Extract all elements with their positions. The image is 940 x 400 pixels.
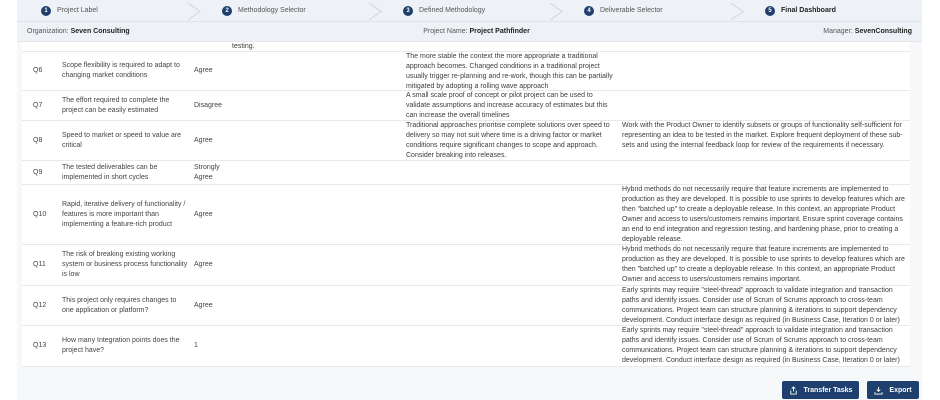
cell-traditional (406, 286, 618, 325)
step-label: Final Dashboard (781, 7, 836, 14)
cell-q: Q8 (33, 136, 43, 144)
step-number: 4 (584, 6, 594, 16)
cell-traditional: The more stable the context the more appropriate a traditional approach becomes. Changed conditions in a traditional project usually trigger re-planning and re-work, though this can be partially mitigated by adopting a rolling wave approach (406, 53, 613, 90)
table-row (22, 326, 910, 367)
cell-answer: Agree (194, 210, 213, 218)
table-row (22, 52, 910, 91)
table-row (22, 121, 910, 161)
cell-answer: Strongly Agree (194, 163, 220, 181)
partial-text: testing. (232, 43, 255, 50)
step-label: Deliverable Selector (600, 7, 663, 14)
cell-traditional (406, 185, 618, 244)
assessment-table[interactable] (22, 42, 910, 367)
cell-hybrid (622, 52, 910, 90)
step-label: Project Label (57, 7, 98, 14)
cell-q: Q9 (33, 168, 43, 176)
transfer-tasks-button[interactable]: Transfer Tasks (782, 381, 859, 399)
step-3[interactable] (379, 0, 560, 21)
table-row (22, 161, 910, 185)
cell-answer: Disagree (194, 101, 223, 109)
table-row (22, 91, 910, 121)
cell-q: Q13 (33, 342, 47, 349)
cell-traditional (406, 245, 618, 285)
cell-traditional: Traditional approaches prioritise complete solutions over speed to delivery so may not suit where time is a driving factor or market conditions require significant changes to scope and approach. Consider breaking into releases. (406, 122, 610, 159)
cell-answer: 1 (194, 342, 198, 349)
cell-traditional (406, 326, 618, 366)
cell-answer: Agree (194, 136, 213, 144)
cell-hybrid: Hybrid methods do not necessarily require that feature increments are implemented to production as they are developed. It is possible to use sprints to develop features which are then "batched up" to create a deployable release. In this context, an appropriate Product Owner and access to users/customers remains important. Ensure sprint coverage contains an end to end integration and regression testing, and hardening phase, prior to creating a deployable release. (622, 186, 905, 243)
project-info-bar (17, 22, 922, 42)
step-1[interactable] (17, 0, 198, 21)
cell-traditional: A small scale proof of concept or pilot project can be used to validate assumptions and increase accuracy of estimates but this can increase the overall timelines (406, 92, 608, 119)
cell-q: Q10 (33, 210, 47, 218)
cell-question: Scope flexibility is required to adapt to changing market conditions (62, 62, 180, 79)
export-button[interactable]: Export (867, 381, 919, 399)
step-number: 2 (222, 6, 232, 16)
cell-question: Rapid, iterative delivery of functionality / features is more important than implementing a feature-rich product (62, 200, 186, 228)
table-row-partial (22, 42, 910, 52)
step-label: Methodology Selector (238, 7, 306, 14)
share-upload-icon (789, 386, 798, 395)
cell-question: The effort required to complete the project can be easily estimated (62, 96, 170, 114)
cell-hybrid: Hybrid methods do not necessarily require that feature increments are implemented to production as they are developed. It is possible to use sprints to develop features which are then "batched up" to create a deployable release. In this context, an appropriate Product Owner and access to users/customers remains important. (622, 246, 905, 283)
cell-question: Speed to market or speed to value are critical (62, 131, 182, 149)
cell-answer: Agree (194, 301, 213, 309)
step-4[interactable] (560, 0, 741, 21)
cell-hybrid (622, 161, 910, 184)
cell-hybrid: Early sprints may require "steel-thread" approach to validate integration and transaction paths and identify issues. Consider use of Scrum of Scrums approach to cross-team communications. Project team can structure planning & iterations to support dependency development. Conduct interface design as required (in Business Case, Iteration 0 or later) (622, 287, 900, 324)
cell-hybrid: Early sprints may require "steel-thread" approach to validate integration and transaction paths and identify issues. Consider use of Scrum of Scrums approach to cross-team communications. Project team can structure planning & iterations to support dependency development. Conduct interface design as required (in Business Case, Iteration 0 or later) (622, 327, 900, 364)
cell-hybrid: Work with the Product Owner to identify subsets or groups of functionality self-sufficient for representing an idea to be tested in the market. Explore frequent deployment of these sub-sets and using the internal feedback loop for review of the requirements if necessary. (622, 122, 903, 149)
cell-answer: Agree (194, 261, 213, 268)
step-number: 5 (765, 6, 775, 16)
cell-question: The tested deliverables can be implemented in short cycles (62, 163, 158, 181)
cell-q: Q11 (33, 261, 46, 268)
cell-q: Q7 (33, 101, 43, 109)
step-number: 3 (403, 6, 413, 16)
cell-question: This project only requires changes to one application or platform? (62, 296, 177, 314)
step-2[interactable] (198, 0, 379, 21)
organization: Organization: Seven Consulting (27, 28, 130, 35)
cell-hybrid (622, 91, 910, 120)
step-label: Defined Methodology (419, 7, 486, 14)
download-icon (874, 386, 883, 395)
cell-question: The risk of breaking existing working system or business process functionality is low (62, 251, 188, 278)
cell-q: Q12 (33, 301, 47, 309)
table-row (22, 185, 910, 245)
app (17, 0, 922, 400)
cell-answer: Agree (194, 67, 213, 74)
cell-traditional (406, 161, 618, 184)
step-5[interactable] (741, 0, 922, 21)
step-number: 1 (41, 6, 51, 16)
table-row (22, 286, 910, 326)
table-row (22, 245, 910, 286)
manager: Manager: SevenConsulting (823, 28, 912, 35)
wizard-steps (17, 0, 922, 22)
project-name: Project Name: Project Pathfinder (423, 28, 530, 35)
cell-q: Q6 (33, 67, 43, 74)
cell-question: How many Integration points does the project have? (62, 337, 180, 354)
